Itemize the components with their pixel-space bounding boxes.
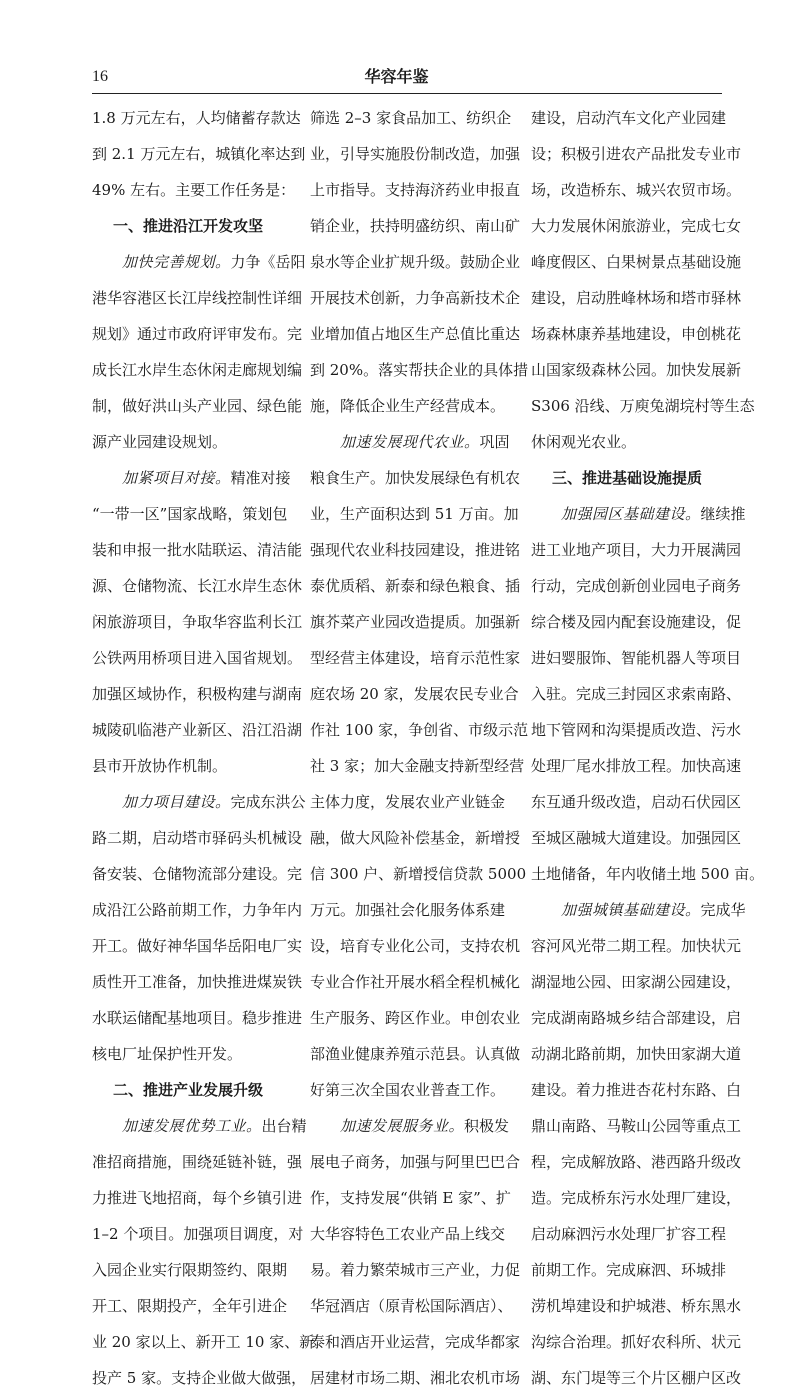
line-text: 开展技术创新，力争高新技术企 — [310, 289, 521, 307]
text-line — [310, 460, 521, 496]
text-line — [92, 928, 303, 964]
text-line — [92, 280, 303, 316]
line-text: 万元。加强社会化服务体系建 — [310, 901, 506, 919]
line-text: 建设，启动汽车文化产业园建 — [531, 109, 727, 127]
text-line — [92, 1360, 307, 1396]
line-text: 泰优质稻、新泰和绿色粮食、插 — [310, 577, 521, 595]
text-line — [531, 352, 742, 388]
line-text: 社 3 家；加大金融支持新型经营 — [310, 757, 525, 775]
line-text: 山国家级森林公园。加快发展新 — [531, 361, 742, 379]
text-line — [92, 820, 303, 856]
paragraph-lead: 加快完善规划。 — [122, 253, 231, 271]
line-text: 动湖北路前期，加快田家湖大道 — [531, 1045, 742, 1063]
line-text: 源产业园建设规划。 — [92, 433, 228, 451]
line-text: 前期工作。完成麻泗、环城排 — [531, 1261, 727, 1279]
text-line — [531, 784, 742, 820]
text-line — [310, 748, 525, 784]
line-text: 好第三次全国农业普查工作。 — [310, 1081, 506, 1099]
line-text: 入园企业实行限期签约、限期 — [92, 1261, 288, 1279]
text-line — [92, 316, 303, 352]
line-text: 进工业地产项目，大力开展满园 — [531, 541, 742, 559]
line-text: 融，做大风险补偿基金，新增授 — [310, 829, 521, 847]
text-line — [92, 1036, 284, 1072]
text-line — [310, 1324, 521, 1360]
text-line — [310, 820, 521, 856]
line-text: 制，做好洪山头产业园、绿色能 — [92, 397, 303, 415]
line-text: 施，降低企业生产经营成本。 — [310, 397, 506, 415]
text-line — [92, 748, 284, 784]
text-line — [310, 424, 510, 460]
line-text: 入驻。完成三封园区求索南路、 — [531, 685, 742, 703]
text-line — [310, 1144, 521, 1180]
line-text: 业增加值占地区生产总值比重达 — [310, 325, 521, 343]
text-line — [531, 1108, 742, 1144]
line-text: 筛选 2–3 家食品加工、纺织企 — [310, 109, 512, 127]
line-text: 峰度假区、白果树景点基础设施 — [531, 253, 742, 271]
text-line — [531, 568, 742, 604]
text-line — [310, 856, 527, 892]
text-line — [310, 640, 521, 676]
text-line — [92, 1324, 315, 1360]
line-text: 装和申报一批水陆联运、清洁能 — [92, 541, 303, 559]
text-line — [92, 496, 288, 532]
text-line — [92, 100, 301, 136]
text-line — [310, 1072, 506, 1108]
line-text: 进妇婴服饰、智能机器人等项目 — [531, 649, 742, 667]
text-line — [531, 640, 742, 676]
line-text: 综合楼及园内配套设施建设，促 — [531, 613, 742, 631]
line-text: 继续推 — [700, 505, 746, 523]
text-line — [310, 676, 519, 712]
line-text: 部渔业健康养殖示范县。认真做 — [310, 1045, 521, 1063]
line-text: 业，生产面积达到 51 万亩。加 — [310, 505, 519, 523]
line-text: 成沿江公路前期工作，力争年内 — [92, 901, 303, 919]
text-line — [92, 136, 306, 172]
page-number: 16 — [92, 68, 108, 85]
line-text: 场，改造桥东、城兴农贸市场。 — [531, 181, 742, 199]
line-text: 49% 左右。主要工作任务是： — [92, 181, 296, 199]
text-line — [531, 712, 742, 748]
line-text: 场森林康养基地建设，申创桃花 — [531, 325, 742, 343]
text-line — [310, 604, 521, 640]
line-text: 造。完成桥东污水处理厂建设， — [531, 1189, 742, 1207]
line-text: 开工。做好神华国华岳阳电厂实 — [92, 937, 303, 955]
line-text: 作社 100 家，争创省、市级示范 — [310, 721, 529, 739]
line-text: 出台精 — [261, 1117, 307, 1135]
line-text: 沟综合治理。抓好农科所、状元 — [531, 1333, 742, 1351]
line-text: 生产服务、跨区作业。申创农业 — [310, 1009, 521, 1027]
paragraph-lead: 加速发展优势工业。 — [122, 1117, 262, 1135]
text-line — [310, 172, 521, 208]
text-line — [92, 532, 303, 568]
paragraph-lead: 加强城镇基础建设。 — [561, 901, 701, 919]
line-text: 业，引导实施股份制改造，加强 — [310, 145, 521, 163]
text-line — [531, 748, 742, 784]
text-line — [531, 1144, 742, 1180]
text-line — [531, 1252, 727, 1288]
line-text: 准招商措施，围绕延链补链，强 — [92, 1153, 303, 1171]
text-line — [310, 316, 521, 352]
line-text: 一、推进沿江开发攻坚 — [112, 217, 263, 235]
line-text: 闲旅游项目，争取华容监利长江 — [92, 613, 303, 631]
text-line — [92, 460, 291, 496]
line-text: 销企业，扶持明盛纺织、南山矿 — [310, 217, 521, 235]
line-text: 完成湖南路城乡结合部建设，启 — [531, 1009, 742, 1027]
line-text: 路二期，启动塔市驿码头机械设 — [92, 829, 303, 847]
line-text: 三、推进基础设施提质 — [551, 469, 702, 487]
line-text: 质性开工准备，加快推进煤炭铁 — [92, 973, 303, 991]
line-text: 处理厂尾水排放工程。加快高速 — [531, 757, 742, 775]
text-line — [92, 1252, 288, 1288]
text-line — [531, 928, 742, 964]
text-line — [531, 964, 742, 1000]
line-text: 建设，启动胜峰林场和塔市驿林 — [531, 289, 742, 307]
line-text: “一带一区”国家战略，策划包 — [92, 505, 288, 523]
line-text: 庭农场 20 家，发展农民专业合 — [310, 685, 519, 703]
text-line — [310, 1288, 513, 1324]
line-text: 易。着力繁荣城市三产业，力促 — [310, 1261, 521, 1279]
line-text: 港华容港区长江岸线控制性详细 — [92, 289, 303, 307]
text-line — [310, 1252, 521, 1288]
text-line — [310, 1036, 521, 1072]
text-line — [531, 1180, 742, 1216]
text-line — [310, 244, 521, 280]
paragraph-lead: 加力项目建设。 — [122, 793, 231, 811]
line-text: 规划》通过市政府评审发布。完 — [92, 325, 303, 343]
line-text: 到 20%。落实帮扶企业的具体措 — [310, 361, 529, 379]
text-line — [531, 856, 765, 892]
text-line — [92, 352, 303, 388]
text-line — [310, 964, 521, 1000]
text-line — [310, 496, 519, 532]
text-line — [531, 208, 742, 244]
text-line — [310, 712, 529, 748]
text-line — [92, 1000, 303, 1036]
line-text: 东互通升级改造，启动石伏园区 — [531, 793, 742, 811]
section-heading — [531, 460, 723, 496]
text-line — [92, 604, 303, 640]
line-text: 力争《岳阳 — [230, 253, 306, 271]
line-text: 至城区融城大道建设。加强园区 — [531, 829, 742, 847]
text-line — [531, 604, 742, 640]
text-line — [92, 712, 303, 748]
text-line — [531, 316, 742, 352]
line-text: 旗芥菜产业园改造提质。加强新 — [310, 613, 521, 631]
line-text: 主体力度，发展农业产业链金 — [310, 793, 506, 811]
text-line — [531, 172, 742, 208]
line-text: 建设。着力推进杏花村东路、白 — [531, 1081, 742, 1099]
text-line — [531, 388, 755, 424]
text-line — [531, 1360, 742, 1396]
text-line — [92, 640, 303, 676]
text-line — [531, 136, 742, 172]
line-text: 1–2 个项目。加强项目调度，对 — [92, 1225, 304, 1243]
text-line — [92, 1144, 303, 1180]
header-rule — [92, 93, 722, 94]
line-text: 投产 5 家。支持企业做大做强， — [92, 1369, 307, 1387]
line-text: 源、仓储物流、长江水岸生态休 — [92, 577, 303, 595]
text-line — [310, 1216, 506, 1252]
line-text: 城陵矶临港产业新区、沿江沿湖 — [92, 721, 303, 739]
line-text: 巩固 — [479, 433, 510, 451]
text-line — [92, 172, 296, 208]
line-text: 积极发 — [464, 1117, 510, 1135]
line-text: 加强区域协作，积极构建与湖南 — [92, 685, 303, 703]
text-line — [92, 784, 306, 820]
text-line — [310, 100, 512, 136]
line-text: 二、推进产业发展升级 — [112, 1081, 263, 1099]
text-line — [310, 532, 521, 568]
paragraph-lead: 加速发展服务业。 — [340, 1117, 465, 1135]
line-text: 成长江水岸生态休闲走廊规划编 — [92, 361, 303, 379]
text-line — [310, 1360, 521, 1396]
line-text: 涝机埠建设和护城港、桥东黑水 — [531, 1297, 742, 1315]
text-line — [531, 1072, 742, 1108]
text-line — [531, 1324, 742, 1360]
line-text: 行动，完成创新创业园电子商务 — [531, 577, 742, 595]
text-line — [310, 136, 521, 172]
text-line — [310, 280, 521, 316]
text-line — [92, 856, 303, 892]
text-line — [310, 568, 521, 604]
line-text: 水联运储配基地项目。稳步推进 — [92, 1009, 303, 1027]
text-line — [92, 1180, 303, 1216]
paragraph-lead: 加速发展现代农业。 — [340, 433, 480, 451]
line-text: 作，支持发展“供销 E 家”、扩 — [310, 1189, 511, 1207]
line-text: 华冠酒店（原青松国际酒店）、 — [310, 1297, 513, 1315]
line-text: 启动麻泗污水处理厂扩容工程 — [531, 1225, 727, 1243]
text-line — [531, 496, 746, 532]
text-line — [531, 676, 742, 712]
line-text: 鼎山南路、马鞍山公园等重点工 — [531, 1117, 742, 1135]
line-text: 设，培育专业化公司，支持农机 — [310, 937, 521, 955]
text-line — [531, 1000, 742, 1036]
text-line — [92, 1108, 307, 1144]
text-line — [92, 1288, 288, 1324]
paragraph-lead: 加紧项目对接。 — [122, 469, 231, 487]
line-text: S306 沿线、万庾兔湖垸村等生态 — [531, 397, 755, 415]
line-text: 到 2.1 万元左右，城镇化率达到 — [92, 145, 306, 163]
text-line — [310, 352, 529, 388]
line-text: 展电子商务，加强与阿里巴巴合 — [310, 1153, 521, 1171]
line-text: 大华容特色工农业产品上线交 — [310, 1225, 506, 1243]
text-line — [92, 676, 303, 712]
line-text: 1.8 万元左右，人均储蓄存款达 — [92, 109, 301, 127]
line-text: 完成东洪公 — [230, 793, 306, 811]
text-line — [92, 424, 284, 460]
line-text: 容河风光带二期工程。加快状元 — [531, 937, 742, 955]
line-text: 湖、东门堤等三个片区棚户区改 — [531, 1369, 742, 1387]
line-text: 备安装、仓储物流部分建设。完 — [92, 865, 303, 883]
section-heading — [92, 1072, 284, 1108]
line-text: 精准对接 — [230, 469, 291, 487]
text-line — [310, 1000, 521, 1036]
text-line — [531, 532, 742, 568]
section-heading — [92, 208, 284, 244]
line-text: 大力发展休闲旅游业，完成七女 — [531, 217, 742, 235]
line-text: 型经营主体建设，培育示范性家 — [310, 649, 521, 667]
text-line — [310, 784, 506, 820]
text-line — [310, 892, 506, 928]
line-text: 核电厂址保护性开发。 — [92, 1045, 243, 1063]
text-line — [92, 244, 306, 280]
text-line — [310, 928, 521, 964]
line-text: 上市指导。支持海济药业申报直 — [310, 181, 521, 199]
text-line — [92, 964, 303, 1000]
text-line — [531, 820, 742, 856]
line-text: 专业合作社开展水稻全程机械化 — [310, 973, 521, 991]
text-line — [531, 1036, 742, 1072]
text-line — [310, 208, 521, 244]
line-text: 粮食生产。加快发展绿色有机农 — [310, 469, 521, 487]
line-text: 县市开放协作机制。 — [92, 757, 228, 775]
line-text: 业 20 家以上、新开工 10 家、新 — [92, 1333, 315, 1351]
line-text: 居建材市场二期、湘北农机市场 — [310, 1369, 521, 1387]
running-title: 华容年鉴 — [364, 67, 429, 86]
text-line — [531, 100, 727, 136]
text-line — [92, 568, 303, 604]
line-text: 强现代农业科技园建设，推进铭 — [310, 541, 521, 559]
line-text: 力推进飞地招商，每个乡镇引进 — [92, 1189, 303, 1207]
line-text: 湖湿地公园、田家湖公园建设， — [531, 973, 742, 991]
line-text: 设；积极引进农产品批发专业市 — [531, 145, 742, 163]
line-text: 地下管网和沟渠提质改造、污水 — [531, 721, 742, 739]
line-text: 开工、限期投产，全年引进企 — [92, 1297, 288, 1315]
text-line — [531, 424, 723, 460]
text-line — [531, 1288, 742, 1324]
line-text: 程，完成解放路、港西路升级改 — [531, 1153, 742, 1171]
paragraph-lead: 加强园区基础建设。 — [561, 505, 701, 523]
text-line — [310, 388, 506, 424]
text-line — [92, 388, 303, 424]
text-line — [92, 1216, 304, 1252]
line-text: 休闲观光农业。 — [531, 433, 637, 451]
line-text: 完成华 — [700, 901, 746, 919]
text-line — [92, 892, 303, 928]
line-text: 土地储备，年内收储土地 500 亩。 — [531, 865, 765, 883]
text-line — [531, 280, 742, 316]
text-line — [531, 892, 746, 928]
text-line — [310, 1108, 510, 1144]
text-line — [531, 1216, 727, 1252]
line-text: 信 300 户、新增授信贷款 5000 — [310, 865, 527, 883]
line-text: 泉水等企业扩规升级。鼓励企业 — [310, 253, 521, 271]
line-text: 公铁两用桥项目进入国省规划。 — [92, 649, 303, 667]
line-text: 泰和酒店开业运营，完成华都家 — [310, 1333, 521, 1351]
text-line — [310, 1180, 511, 1216]
text-line — [531, 244, 742, 280]
